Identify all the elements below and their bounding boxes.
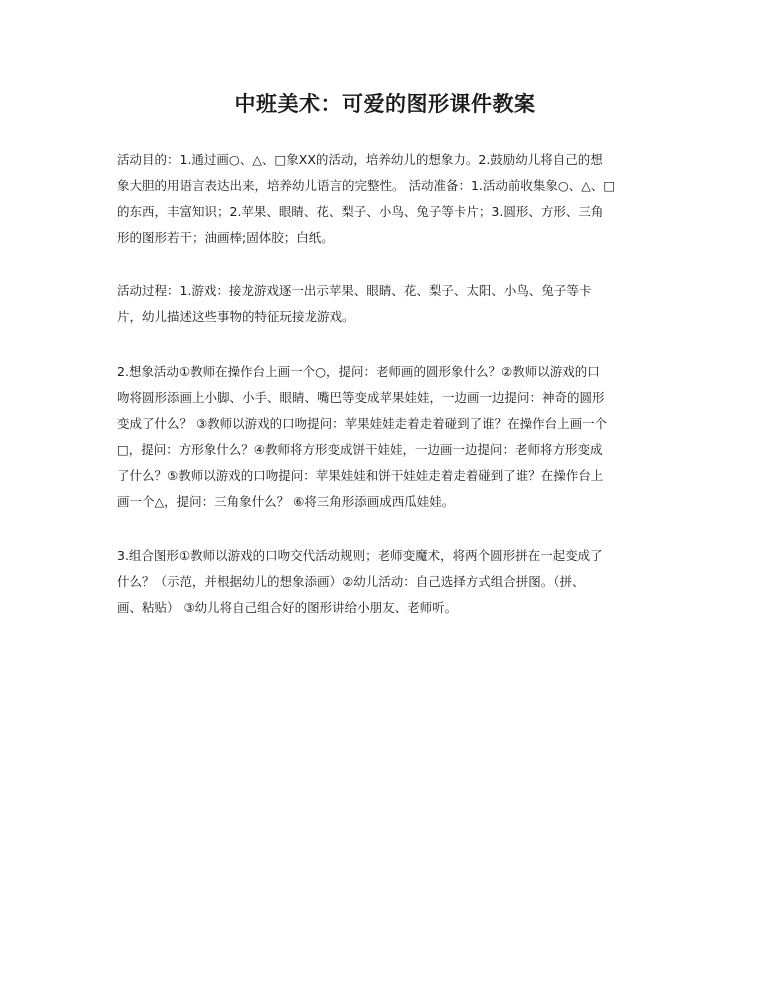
paragraph-line: 变成了什么？ ③教师以游戏的口吻提问：苹果娃娃走着走着碰到了谁？在操作台上画一个 — [117, 416, 608, 431]
paragraph-line: 3.组合图形①教师以游戏的口吻交代活动规则；老师变魔术，将两个圆形拼在一起变成了 — [117, 548, 603, 563]
page-title: 中班美术：可爱的图形课件教案 — [234, 91, 536, 116]
paragraph-activity-process — [117, 278, 662, 330]
paragraph-activity-goals — [117, 147, 662, 251]
paragraph-line: □，提问：方形象什么？④教师将方形变成饼干娃娃，一边画一边提问：老师将方形变成 — [117, 442, 603, 457]
paragraph-line: 画、粘贴） ③幼儿将自己组合好的图形讲给小朋友、老师听。 — [117, 600, 458, 615]
paragraph-combine-shapes — [117, 543, 662, 621]
paragraph-line: 2.想象活动①教师在操作台上画一个○，提问：老师画的圆形象什么？②教师以游戏的口 — [117, 364, 600, 379]
paragraph-line: 活动过程：1.游戏：接龙游戏逐一出示苹果、眼睛、花、梨子、太阳、小鸟、兔子等卡 — [117, 283, 592, 298]
paragraph-line: 什么？（示范，并根据幼儿的想象添画）②幼儿活动：自己选择方式组合拼图。（拼、 — [117, 574, 585, 589]
paragraph-line: 的东西，丰富知识；2.苹果、眼睛、花、梨子、小鸟、兔子等卡片；3.圆形、方形、三角 — [117, 204, 604, 219]
paragraph-line: 了什么？⑤教师以游戏的口吻提问：苹果娃娃和饼干娃娃走着走着碰到了谁？在操作台上 — [117, 468, 604, 483]
paragraph-imagination-activity — [117, 359, 662, 515]
paragraph-line: 象大胆的用语言表达出来，培养幼儿语言的完整性。 活动准备：1.活动前收集象○、△、□ — [117, 178, 616, 193]
paragraph-line: 活动目的：1.通过画○、△、□象XX的活动，培养幼儿的想象力。2.鼓励幼儿将自己的想 — [117, 152, 603, 167]
paragraph-line: 吻将圆形添画上小脚、小手、眼睛、嘴巴等变成苹果娃娃，一边画一边提问：神奇的圆形 — [117, 390, 605, 405]
paragraph-line: 片，幼儿描述这些事物的特征玩接龙游戏。 — [117, 309, 355, 324]
paragraph-line: 画一个△，提问：三角象什么？ ⑥将三角形添画成西瓜娃娃。 — [117, 494, 455, 509]
paragraph-line: 形的图形若干；油画棒;固体胶；白纸。 — [117, 230, 334, 245]
